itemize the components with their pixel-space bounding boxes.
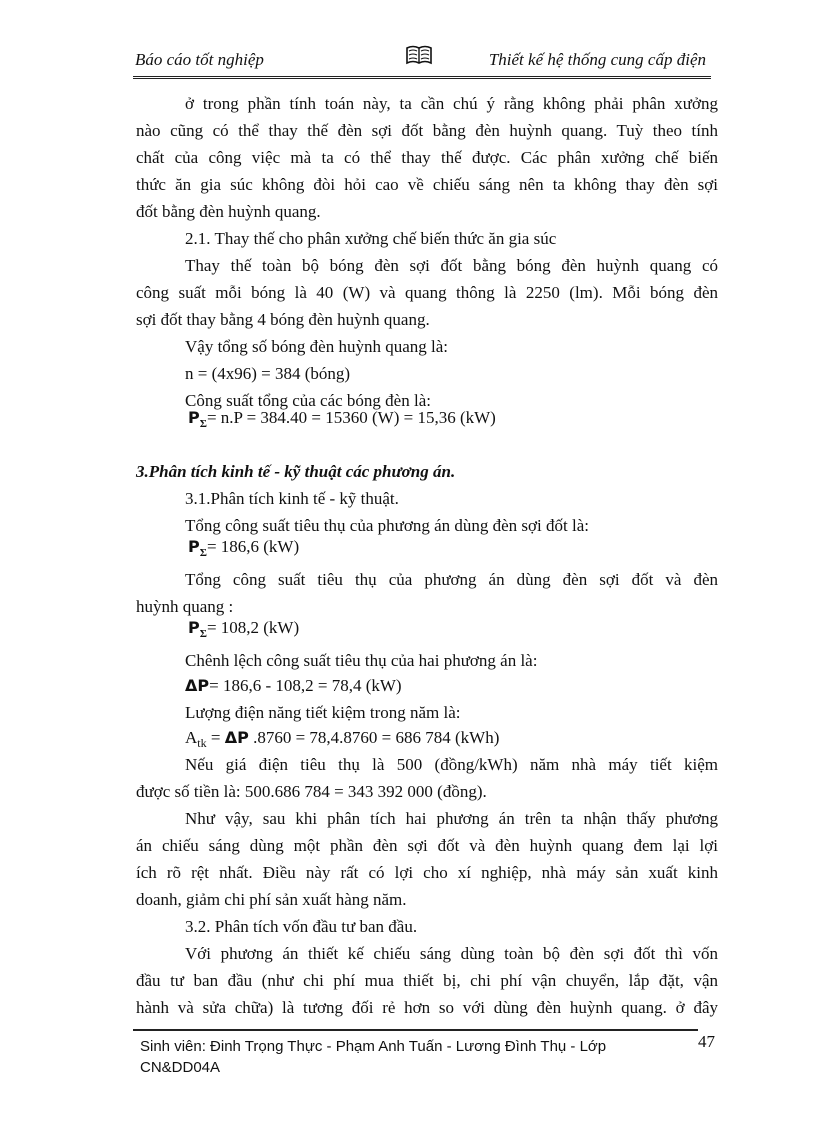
paragraph-line: ở trong phần tính toán này, ta cần chú ý rằng không phải phân xưởng: [185, 94, 718, 113]
formula-p-incandescent: [188, 537, 299, 563]
delta-p-symbol: ΔP: [224, 728, 249, 747]
paragraph-line: công suất mỗi bóng là 40 (W) và quang thông là 2250 (lm). Mỗi bóng đèn: [136, 283, 718, 302]
sigma-subscript: Σ: [199, 418, 207, 430]
paragraph-line: hành và sửa chữa) là tương đối rẻ hơn so với dùng đèn huỳnh quang. ở đây: [136, 998, 718, 1017]
text-line: Tổng công suất tiêu thụ của phương án dùng đèn sợi đốt là:: [185, 516, 589, 535]
open-book-icon: [405, 44, 433, 71]
paragraph-line: Nếu giá điện tiêu thụ là 500 (đồng/kWh) năm nhà máy tiết kiệm: [185, 755, 718, 774]
formula-text: = 186,6 - 108,2 = 78,4 (kW): [209, 676, 402, 695]
paragraph-line: được số tiền là: 500.686 784 = 343 392 000 (đồng).: [136, 782, 487, 801]
paragraph-line: ích rõ rệt nhất. Điều này rất có lợi cho xí nghiệp, nhà máy sản xuất kinh: [136, 863, 718, 882]
a-symbol: A: [185, 728, 198, 747]
paragraph-line: chất của công việc mà ta có thể thay thế được. Các phân xưởng chế biến: [136, 148, 718, 167]
paragraph-line: nào cũng có thể thay thế đèn sợi đốt bằng đèn huỳnh quang. Tuỳ theo tính: [136, 121, 718, 140]
paragraph-line: án chiếu sáng dùng một phần đèn sợi đốt và đèn huỳnh quang đem lại lợi: [136, 836, 718, 855]
formula-text: = n.P = 384.40 = 15360 (W) = 15,36 (kW): [206, 408, 496, 427]
formula-n: n = (4x96) = 384 (bóng): [185, 364, 351, 383]
p-symbol: P: [188, 618, 200, 637]
page-number: 47: [698, 1032, 715, 1051]
paragraph-line: Với phương án thiết kế chiếu sáng dùng toàn bộ đèn sợi đốt thì vốn: [185, 944, 718, 963]
sigma-subscript: Σ: [199, 628, 207, 640]
text-line: Chênh lệch công suất tiêu thụ của hai phương án là:: [185, 651, 538, 670]
formula-p-total: [188, 408, 496, 434]
delta-p-symbol: ΔP: [185, 676, 210, 695]
text-line: Vậy tổng số bóng đèn huỳnh quang là:: [185, 337, 448, 356]
p-symbol: P: [188, 537, 200, 556]
formula-eq: =: [206, 728, 225, 747]
formula-text: .8760 = 78,4.8760 = 686 784 (kWh): [248, 728, 500, 747]
header-left-title: Báo cáo tốt nghiệp: [135, 50, 264, 69]
formula-text: = 108,2 (kW): [206, 618, 300, 637]
formula-text: = 186,6 (kW): [206, 537, 300, 556]
paragraph-line: đầu tư ban đầu (như chi phí mua thiết bị, chi phí vận chuyển, lắp đặt, vận: [136, 971, 718, 990]
paragraph-line: Như vậy, sau khi phân tích hai phương án trên ta nhận thấy phương: [185, 809, 718, 828]
footer-students: Sinh viên: Đinh Trọng Thực - Phạm Anh Tuấn - Lương Đình Thụ - Lớp: [140, 1038, 607, 1055]
section-2-1-heading: 2.1. Thay thế cho phân xưởng chế biến thức ăn gia súc: [185, 229, 557, 248]
section-3-2-heading: 3.2. Phân tích vốn đầu tư ban đầu.: [185, 917, 418, 936]
page-header: [135, 44, 710, 74]
page-footer: [140, 1036, 610, 1078]
paragraph-line: đốt bằng đèn huỳnh quang.: [136, 202, 321, 221]
footer-rule: [133, 1029, 698, 1031]
text-line: Lượng điện năng tiết kiệm trong năm là:: [185, 703, 461, 722]
sigma-subscript: Σ: [199, 547, 207, 559]
footer-class: CN&DD04A: [140, 1059, 221, 1076]
paragraph-line: thức ăn gia súc không đòi hỏi cao về chiếu sáng nên ta không thay đèn sợi: [136, 175, 718, 194]
paragraph-line: Tổng công suất tiêu thụ của phương án dùng đèn sợi đốt và đèn: [185, 570, 718, 589]
paragraph-line: sợi đốt thay bằng 4 bóng đèn huỳnh quang.: [136, 310, 430, 329]
formula-p-mixed: [188, 618, 299, 644]
section-3-heading: 3.Phân tích kinh tế - kỹ thuật các phương án.: [136, 462, 456, 481]
paragraph-line: doanh, giảm chi phí sản xuất hàng năm.: [136, 890, 407, 909]
text-line: Công suất tổng của các bóng đèn là:: [185, 391, 431, 410]
formula-delta-p: [185, 676, 402, 696]
paragraph-line: huỳnh quang :: [136, 597, 234, 616]
formula-energy: [185, 728, 499, 753]
section-3-1-heading: 3.1.Phân tích kinh tế - kỹ thuật.: [185, 489, 399, 508]
header-rule: [133, 76, 711, 79]
header-right-title: Thiết kế hệ thống cung cấp điện: [488, 50, 706, 69]
tk-subscript: tk: [197, 736, 207, 750]
p-symbol: P: [188, 408, 200, 427]
paragraph-line: Thay thế toàn bộ bóng đèn sợi đốt bằng bóng đèn huỳnh quang có: [185, 256, 718, 275]
